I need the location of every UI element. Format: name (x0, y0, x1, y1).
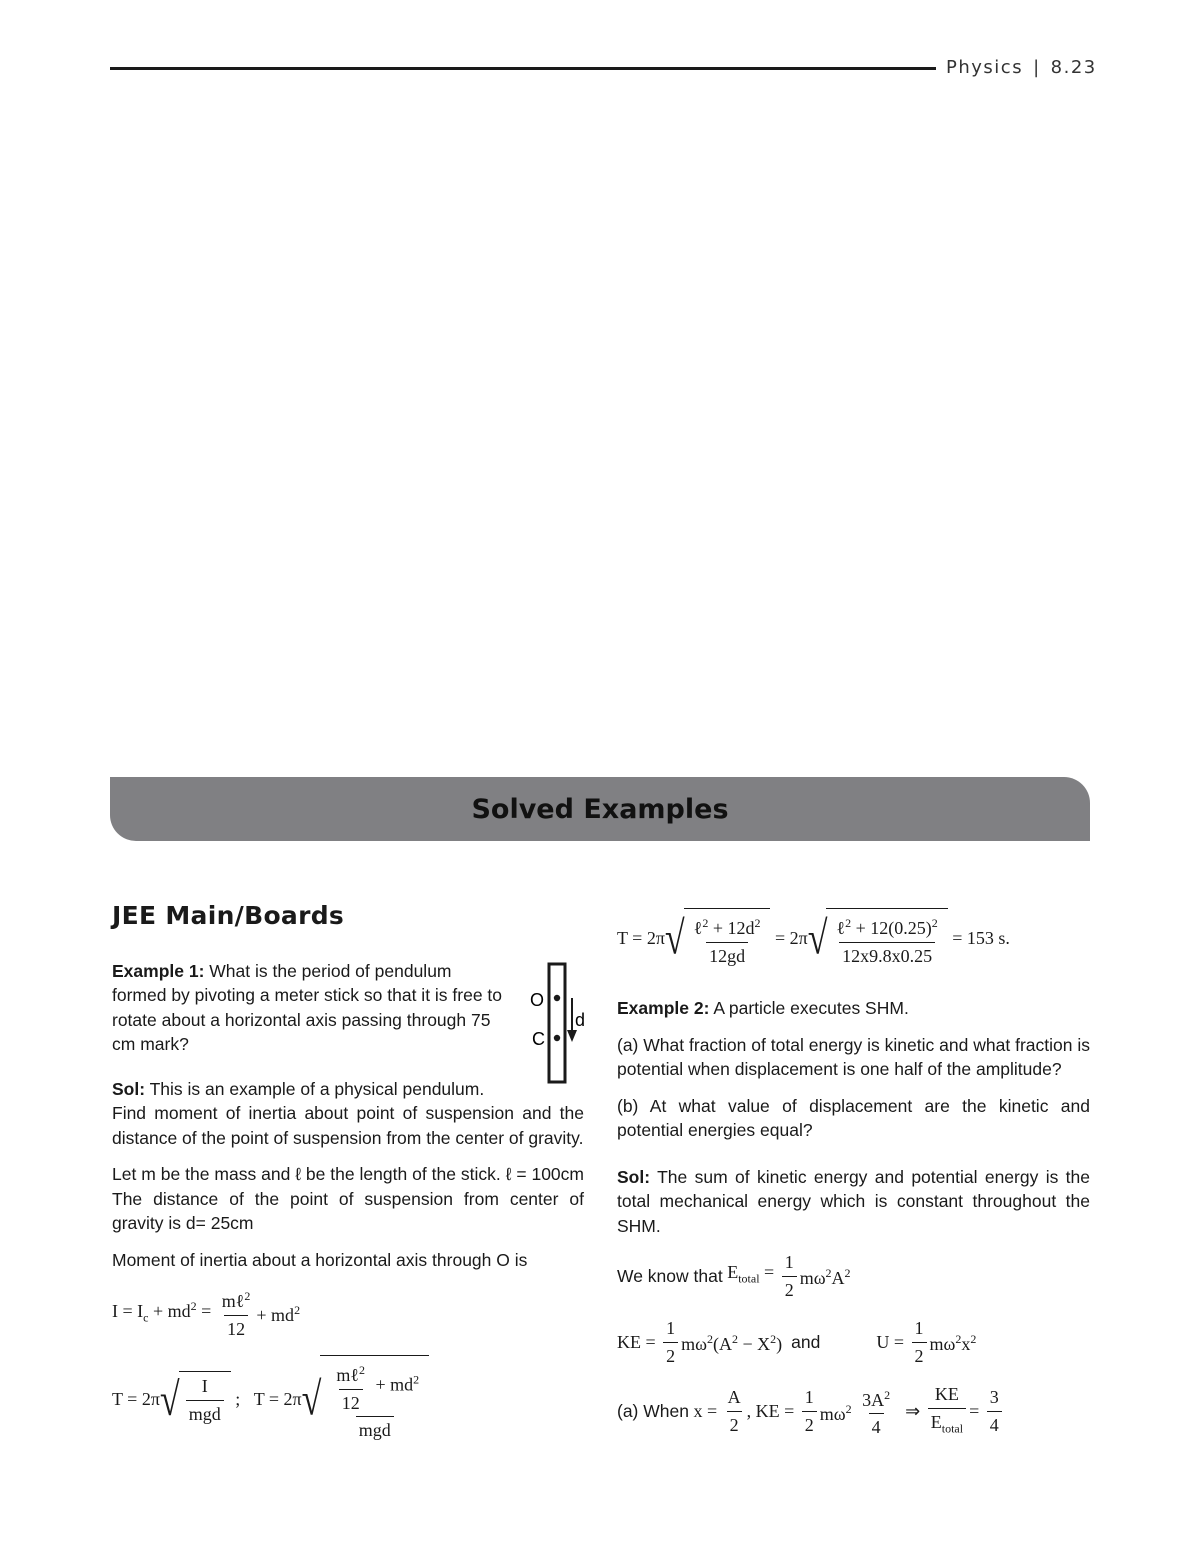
header-rule (110, 67, 936, 70)
period-equation-left: T = 2π √ $\frac{I}{\text{mgd}}$ ; T = 2π √ $\frac{m\ell^2}{12}$ + $md^2$ mgd (112, 1355, 584, 1443)
example1-label: Example 1: (112, 960, 205, 981)
example2-question (617, 996, 1090, 1021)
right-column (617, 908, 1090, 1455)
total-energy-equation: We know that $E_{total}$ = $\frac{1}{2}$ $m\omega^2A^2$ (617, 1250, 1090, 1302)
part-a-equation: (a) When x = $\frac{A}{2}$ , KE = $\frac{1}{2}$ $m\omega^2$ $\frac{3A^2}{4}$ ⇒ $\frac{KE}{E_{total}}$ = $\frac{3}{4}$ (617, 1382, 1090, 1441)
sol1-label: Sol: (112, 1078, 146, 1099)
example2-question-text: A particle executes SHM. (713, 998, 909, 1018)
example2-part-a: (a) What fraction of total energy is kinetic and what fraction is potential when displacement is one half of the amplitude? (617, 1034, 1090, 1079)
figure-label-o: O (530, 990, 545, 1010)
ke-pe-equation: KE = $\frac{1}{2}$ $m\omega^2(A^2 - X^2)$ and U = $\frac{1}{2}$ $m\omega^2x^2$ (617, 1316, 1090, 1368)
left-column (112, 900, 584, 1457)
solved-examples-banner (110, 777, 1090, 841)
running-head (946, 57, 1097, 78)
example2-solution (617, 1165, 1090, 1239)
header-separator: | (1033, 57, 1041, 78)
example1-para2: Let m be the mass and ℓ be the length of the stick. ℓ = 100cm The distance of the point of suspension from center of gravity is d= 25cm (112, 1164, 584, 1233)
and-text: and (791, 1331, 821, 1352)
example1-question-text: What is the period of pendulum formed by pivoting a meter stick so that it is free to rotate about a horizontal axis passing through 75 cm mark? (112, 960, 503, 1054)
sol2-label: Sol: (617, 1166, 651, 1187)
banner-title: Solved Examples (471, 793, 729, 825)
inertia-equation: $I = I_c + md^2$ = $\frac{m\ell^2}{12}$ + $md^2$ (112, 1284, 584, 1341)
example1-para3: Moment of inertia about a horizontal axis through O is (112, 1249, 528, 1270)
pendulum-stick-figure (528, 962, 592, 1087)
subject-label: Physics (946, 57, 1024, 78)
figure-label-d: d (575, 1010, 586, 1030)
example1-question (112, 959, 504, 1057)
when-text: (a) When (617, 1401, 689, 1422)
example2-part-b: (b) At what value of displacement are the kinetic and potential energies equal? (617, 1095, 1090, 1140)
sol1-text: This is an example of a physical pendulum. (149, 1078, 485, 1099)
figure-label-c: C (532, 1029, 545, 1049)
example1-para1: Find moment of inertia about point of suspension and the distance of the point of suspension from the center of gravity. (112, 1103, 584, 1148)
section-title: JEE Main/Boards (112, 901, 345, 930)
we-know-text: We know that (617, 1265, 723, 1286)
period-calculation: T = 2π √ $\frac{\ell^2 + 12d^2}{12gd}$ = 2π √ $\frac{\ell^2 + 12(0.25)^2}{12x9.8x0.25}$ = 153 s. (617, 908, 1090, 968)
example2-label: Example 2: (617, 998, 710, 1018)
page-number: 8.23 (1050, 57, 1097, 78)
example1-solution (112, 1077, 584, 1102)
sol2-text: The sum of kinetic energy and potential energy is the total mechanical energy which is constant throughout the SHM. (617, 1166, 1091, 1236)
